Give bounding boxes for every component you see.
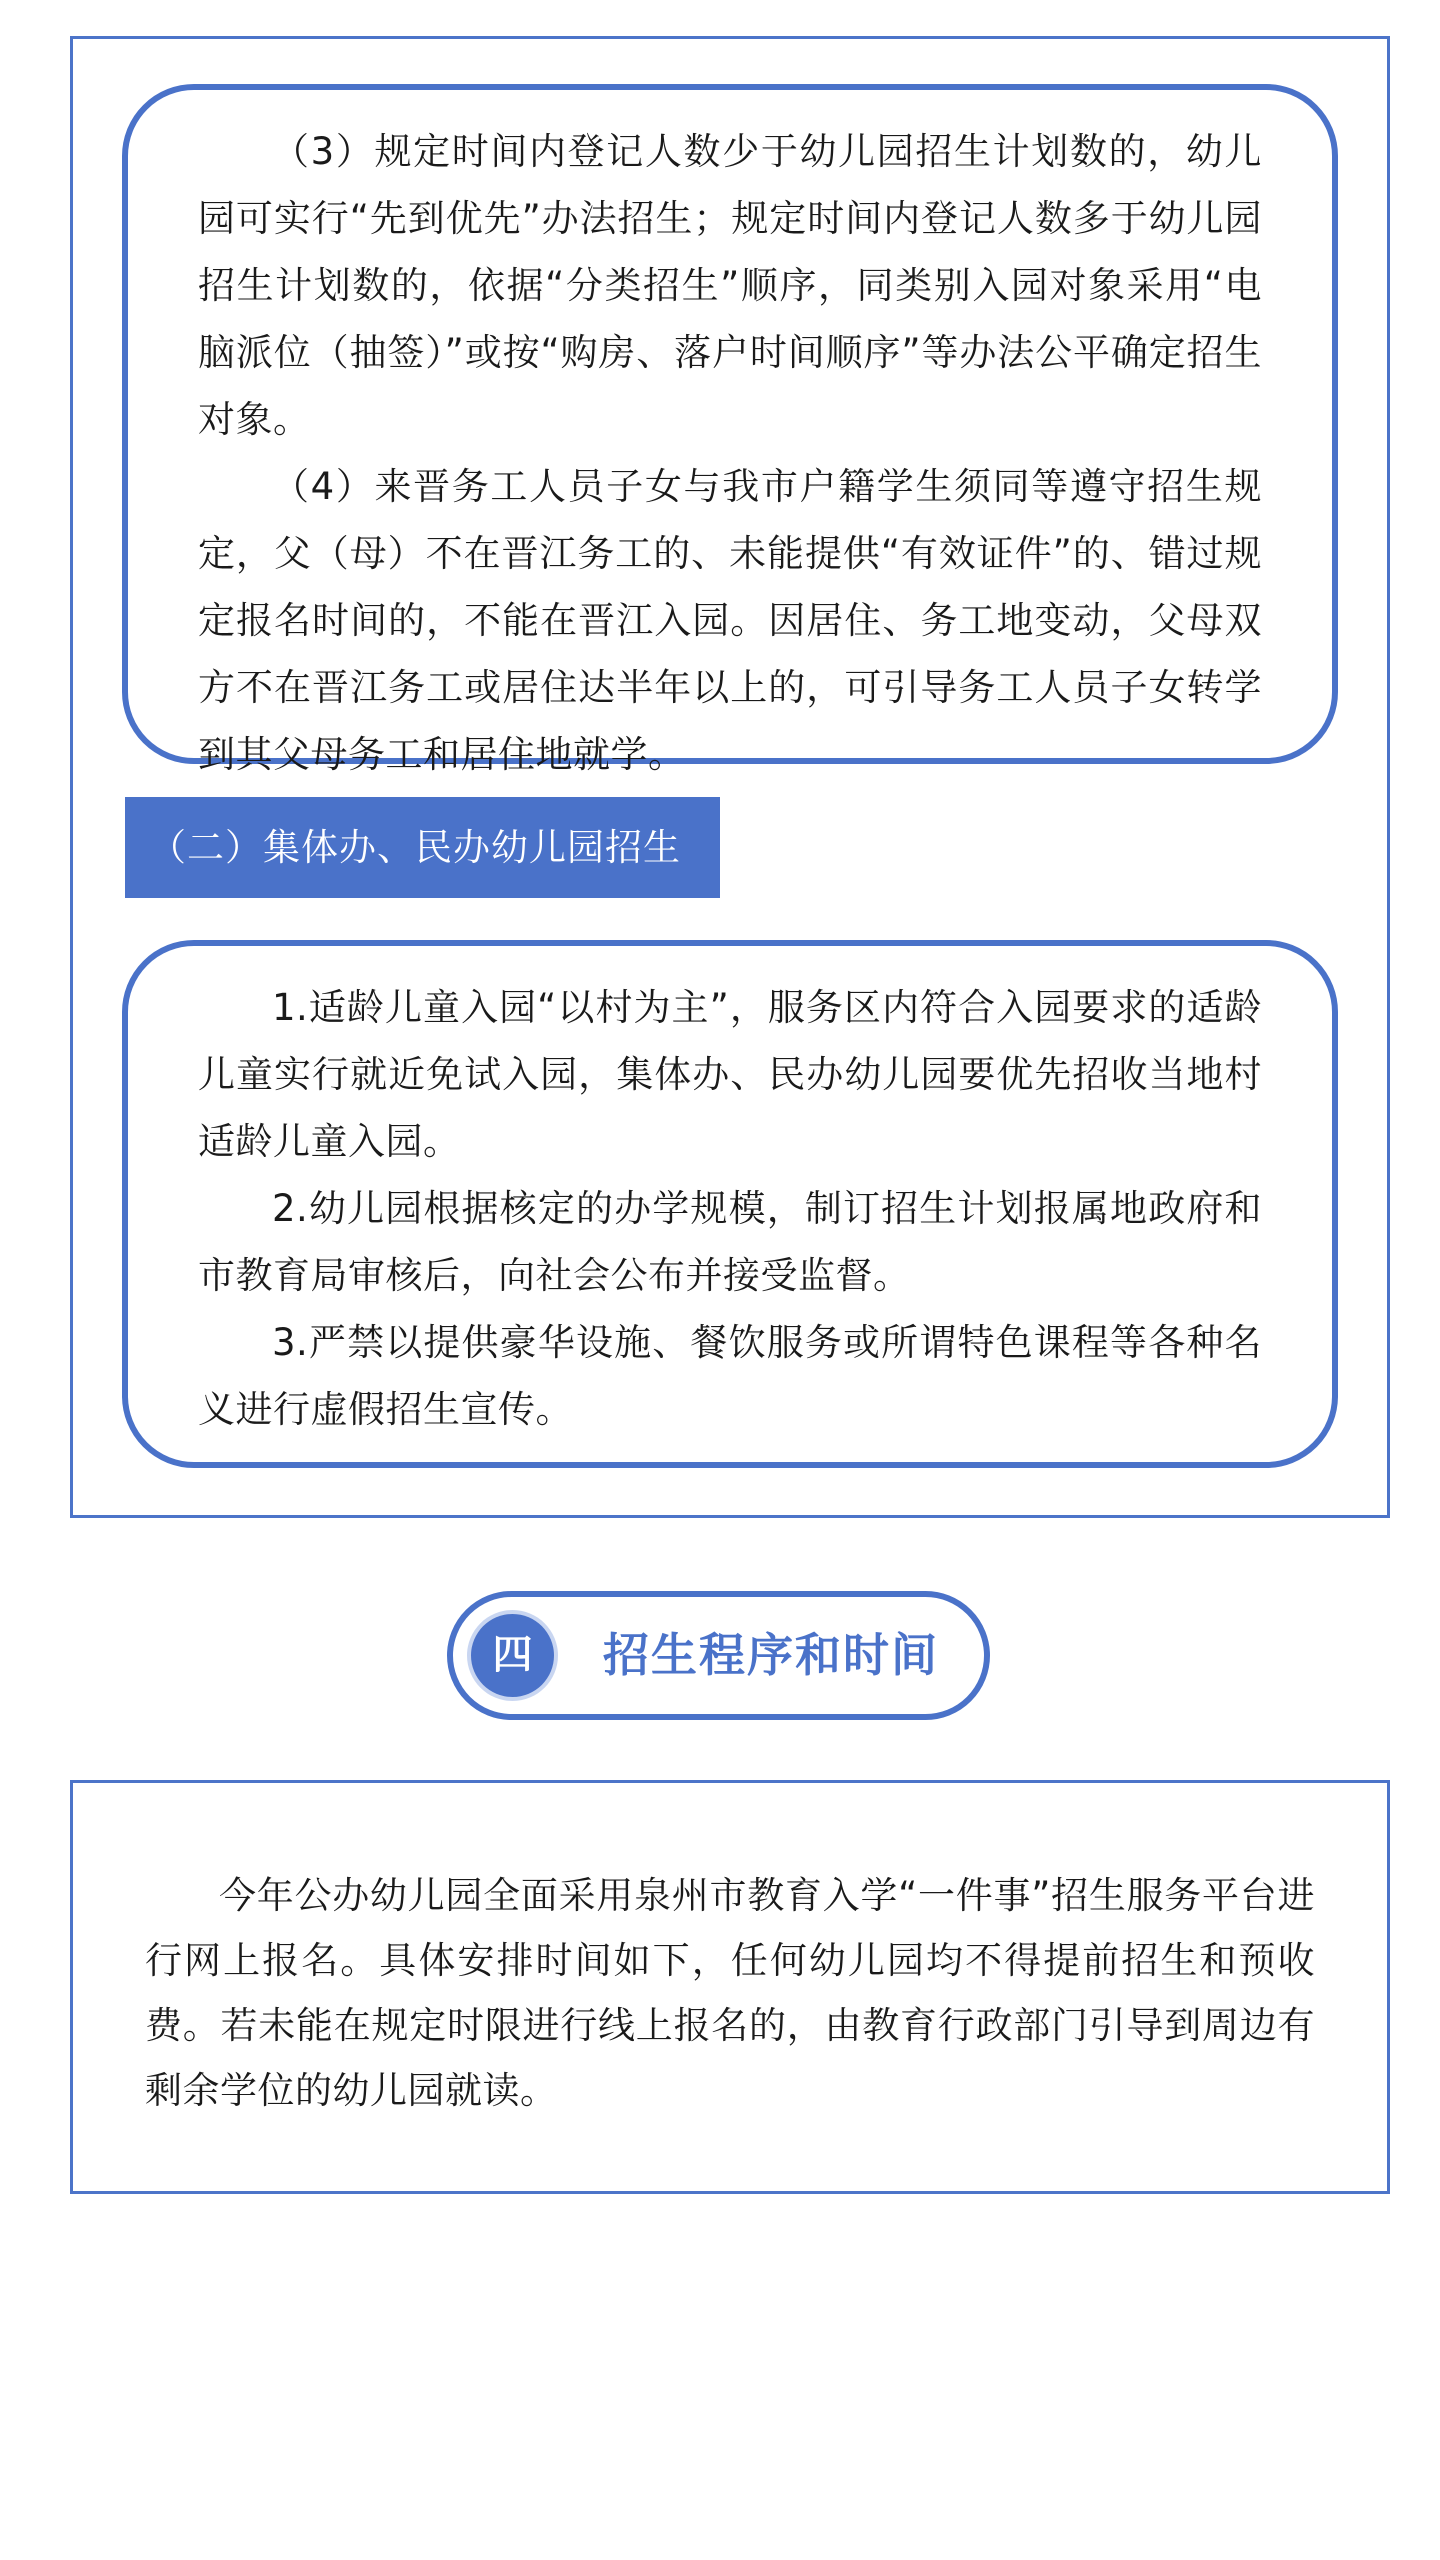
rule-paragraph-3: （3）规定时间内登记人数少于幼儿园招生计划数的，幼儿园可实行“先到优先”办法招生；规定时间内登记人数多于幼儿园招生计划数的，依据“分类招生”顺序，同类别入园对象采用“电脑派位（抽签）”或按“购房、落户时间顺序”等办法公平确定招生对象。 xyxy=(198,130,1262,441)
public-kindergarten-rules-box xyxy=(122,84,1338,776)
collective-private-rules-box xyxy=(122,940,1338,1468)
section-four-heading xyxy=(447,1591,990,1720)
section-number-badge: 四 xyxy=(471,1614,554,1697)
content-frame-bottom xyxy=(70,1780,1390,2194)
collective-rule-2: 2.幼儿园根据核定的办学规模，制订招生计划报属地政府和市教育局审核后，向社会公布并接受监督。 xyxy=(198,1187,1262,1297)
enrollment-procedure-paragraph: 今年公办幼儿园全面采用泉州市教育入学“一件事”招生服务平台进行网上报名。具体安排时间如下，任何幼儿园均不得提前招生和预收费。若未能在规定时限进行线上报名的，由教育行政部门引导到周边有剩余学位的幼儿园就读。 xyxy=(145,1874,1315,2112)
section-four-title: 招生程序和时间 xyxy=(603,1628,939,1682)
enrollment-procedure-body xyxy=(145,1863,1315,2123)
collective-rule-1: 1.适龄儿童入园“以村为主”，服务区内符合入园要求的适龄儿童实行就近免试入园，集体办、民办幼儿园要优先招收当地村适龄儿童入园。 xyxy=(198,986,1262,1163)
rule-paragraph-4: （4）来晋务工人员子女与我市户籍学生须同等遵守招生规定，父（母）不在晋江务工的、未能提供“有效证件”的、错过规定报名时间的，不能在晋江入园。因居住、务工地变动，父母双方不在晋江务工或居住达半年以上的，可引导务工人员子女转学到其父母务工和居住地就学。 xyxy=(198,465,1262,776)
collective-rule-3: 3.严禁以提供豪华设施、餐饮服务或所谓特色课程等各种名义进行虚假招生宣传。 xyxy=(198,1321,1262,1431)
section-two-banner: （二）集体办、民办幼儿园招生 xyxy=(125,797,720,898)
